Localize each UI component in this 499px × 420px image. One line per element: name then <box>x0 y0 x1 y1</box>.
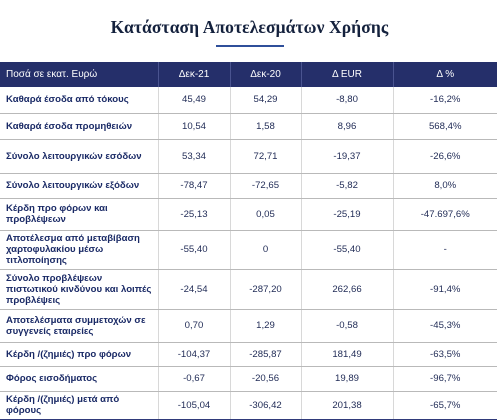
income-statement-table <box>0 62 497 420</box>
row-label: Σύνολο προβλέψεων πιστωτικού κινδύνου και λοιπές προβλέψεις <box>0 269 158 309</box>
value-delta-eur: -8,80 <box>301 87 393 113</box>
row-label: Καθαρά έσοδα προμηθειών <box>0 113 158 139</box>
value-dec20: 54,29 <box>230 87 301 113</box>
value-delta-pct: - <box>393 230 497 269</box>
value-delta-eur: -19,37 <box>301 139 393 173</box>
value-dec20: -20,56 <box>230 366 301 391</box>
row-label: Καθαρά έσοδα από τόκους <box>0 87 158 113</box>
header-dec21: Δεκ-21 <box>158 62 230 87</box>
value-dec20: -285,87 <box>230 342 301 366</box>
table-row <box>0 173 497 198</box>
value-delta-eur: -25,19 <box>301 198 393 230</box>
header-delta-eur: Δ EUR <box>301 62 393 87</box>
value-delta-pct: -96,7% <box>393 366 497 391</box>
table-header-row <box>0 62 497 87</box>
table-row <box>0 113 497 139</box>
row-label: Κέρδη /(ζημιές) προ φόρων <box>0 342 158 366</box>
value-delta-eur: -0,58 <box>301 309 393 342</box>
value-delta-pct: -16,2% <box>393 87 497 113</box>
table-row <box>0 198 497 230</box>
value-dec20: 1,29 <box>230 309 301 342</box>
value-delta-pct: -63,5% <box>393 342 497 366</box>
value-dec21: 10,54 <box>158 113 230 139</box>
value-delta-eur: 201,38 <box>301 391 393 419</box>
table-row <box>0 366 497 391</box>
table-row <box>0 230 497 269</box>
value-delta-eur: 8,96 <box>301 113 393 139</box>
row-label: Κέρδη προ φόρων και προβλέψεων <box>0 198 158 230</box>
value-delta-pct: 8,0% <box>393 173 497 198</box>
value-dec21: 0,70 <box>158 309 230 342</box>
row-label: Σύνολο λειτουργικών εξόδων <box>0 173 158 198</box>
value-delta-pct: -47.697,6% <box>393 198 497 230</box>
value-dec20: 1,58 <box>230 113 301 139</box>
value-delta-eur: 262,66 <box>301 269 393 309</box>
value-delta-eur: -5,82 <box>301 173 393 198</box>
value-dec21: -78,47 <box>158 173 230 198</box>
value-delta-eur: 181,49 <box>301 342 393 366</box>
value-delta-pct: -91,4% <box>393 269 497 309</box>
header-dec20: Δεκ-20 <box>230 62 301 87</box>
table-row <box>0 87 497 113</box>
value-delta-pct: -65,7% <box>393 391 497 419</box>
row-label: Αποτέλεσμα από μεταβίβαση χαρτοφυλακίου μέσω τιτλοποίησης <box>0 230 158 269</box>
value-dec20: -72,65 <box>230 173 301 198</box>
value-delta-pct: -26,6% <box>393 139 497 173</box>
value-dec20: 72,71 <box>230 139 301 173</box>
value-dec21: 45,49 <box>158 87 230 113</box>
row-label: Σύνολο λειτουργικών εσόδων <box>0 139 158 173</box>
value-dec21: -104,37 <box>158 342 230 366</box>
value-dec20: -306,42 <box>230 391 301 419</box>
value-delta-pct: -45,3% <box>393 309 497 342</box>
value-delta-pct: 568,4% <box>393 113 497 139</box>
value-dec20: 0,05 <box>230 198 301 230</box>
table-row <box>0 269 497 309</box>
title-underline <box>216 45 284 47</box>
table-row <box>0 139 497 173</box>
value-dec21: -105,04 <box>158 391 230 419</box>
header-amounts: Ποσά σε εκατ. Ευρώ <box>0 62 158 87</box>
value-dec21: 53,34 <box>158 139 230 173</box>
value-dec21: -55,40 <box>158 230 230 269</box>
value-dec20: -287,20 <box>230 269 301 309</box>
table-row <box>0 391 497 419</box>
page-title: Κατάσταση Αποτελεσμάτων Χρήσης <box>110 17 389 37</box>
value-dec21: -0,67 <box>158 366 230 391</box>
row-label: Κέρδη /(ζημιές) μετά από φόρους <box>0 391 158 419</box>
table-row <box>0 309 497 342</box>
value-delta-eur: 19,89 <box>301 366 393 391</box>
header-delta-pct: Δ % <box>393 62 497 87</box>
value-dec20: 0 <box>230 230 301 269</box>
value-dec21: -24,54 <box>158 269 230 309</box>
row-label: Αποτελέσματα συμμετοχών σε συγγενείς εταιρείες <box>0 309 158 342</box>
value-dec21: -25,13 <box>158 198 230 230</box>
value-delta-eur: -55,40 <box>301 230 393 269</box>
table-row <box>0 342 497 366</box>
row-label: Φόρος εισοδήματος <box>0 366 158 391</box>
